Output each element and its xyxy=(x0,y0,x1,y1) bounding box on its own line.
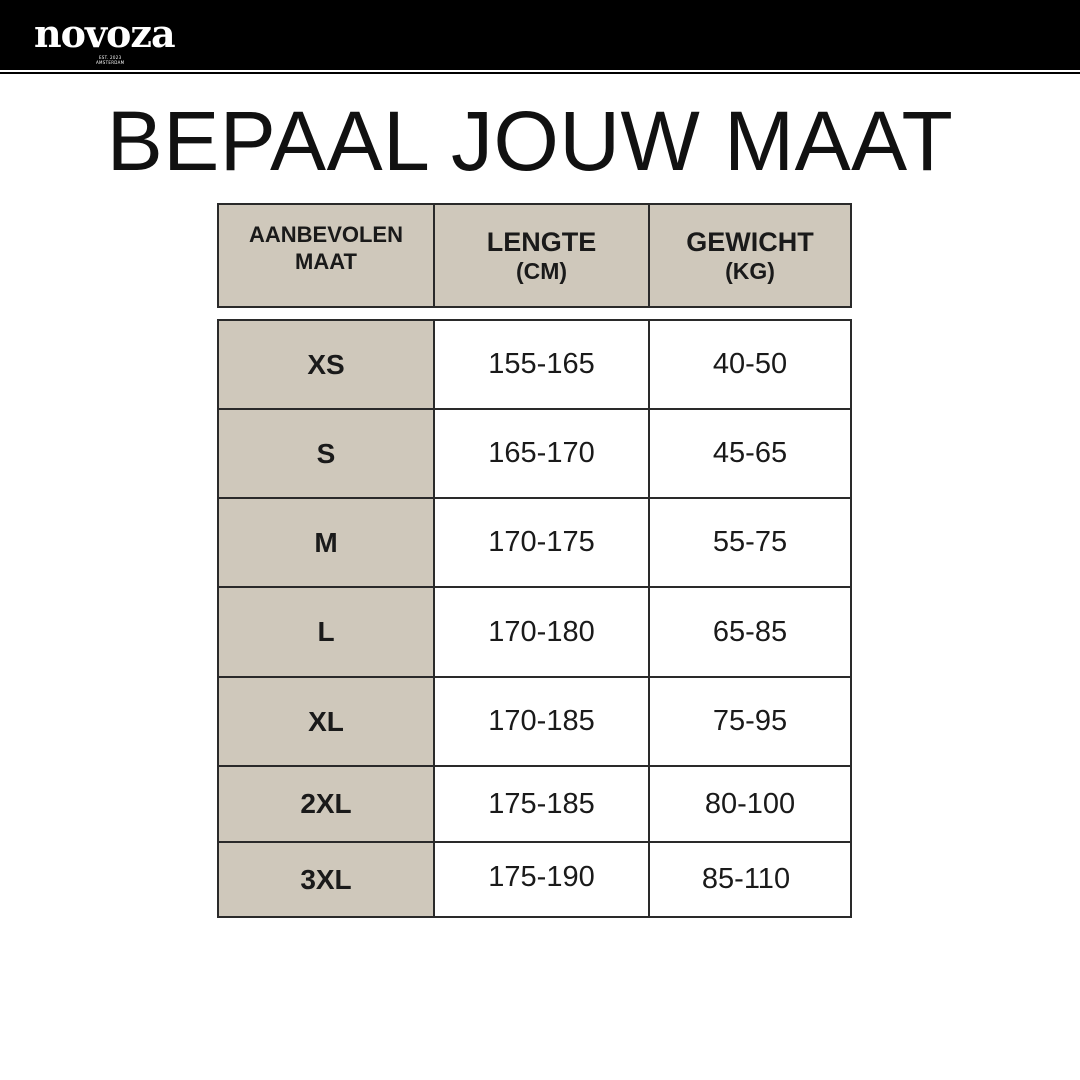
brand-header-bar xyxy=(0,0,1080,70)
brand-logo: novoza xyxy=(34,11,175,56)
header-lengte-line2: (CM) xyxy=(515,257,568,284)
size-cell-3xl: 3XL xyxy=(217,841,435,918)
gewicht-cell-s: 45-65 xyxy=(648,408,852,499)
gewicht-cell-xs: 40-50 xyxy=(648,319,852,410)
gewicht-cell-3xl: 85-110 xyxy=(648,841,852,918)
gewicht-cell-xl: 75-95 xyxy=(648,676,852,767)
header-cell-lengte xyxy=(433,203,650,308)
header-size-line2: MAAT xyxy=(295,248,357,274)
lengte-cell-3xl: 175-190 xyxy=(433,841,650,918)
size-cell-2xl: 2XL xyxy=(217,765,435,843)
header-divider xyxy=(0,72,1080,74)
brand-logo-subtitle xyxy=(96,55,124,65)
size-cell-m: M xyxy=(217,497,435,588)
brand-logo-subtitle-line1: EST. 2023 xyxy=(98,55,122,60)
gewicht-cell-2xl: 80-100 xyxy=(648,765,852,843)
brand-logo-subtitle-line2: AMSTERDAM xyxy=(96,60,125,65)
gewicht-cell-l: 65-85 xyxy=(648,586,852,678)
header-size-line1: AANBEVOLEN xyxy=(248,222,403,248)
lengte-cell-l: 170-180 xyxy=(433,586,650,678)
size-cell-l: L xyxy=(217,586,435,678)
header-gewicht-line1: GEWICHT xyxy=(686,226,814,257)
gewicht-cell-m: 55-75 xyxy=(648,497,852,588)
lengte-cell-xl: 170-185 xyxy=(433,676,650,767)
header-lengte-line1: LENGTE xyxy=(486,226,597,257)
lengte-cell-xs: 155-165 xyxy=(433,319,650,410)
lengte-cell-s: 165-170 xyxy=(433,408,650,499)
size-cell-xl: XL xyxy=(217,676,435,767)
page-title: BEPAAL JOUW MAAT xyxy=(106,94,954,188)
header-cell-size xyxy=(217,203,435,308)
header-gewicht-line2: (KG) xyxy=(725,257,775,284)
size-cell-xs: XS xyxy=(217,319,435,410)
header-cell-gewicht xyxy=(648,203,852,308)
lengte-cell-2xl: 175-185 xyxy=(433,765,650,843)
size-cell-s: S xyxy=(217,408,435,499)
lengte-cell-m: 170-175 xyxy=(433,497,650,588)
